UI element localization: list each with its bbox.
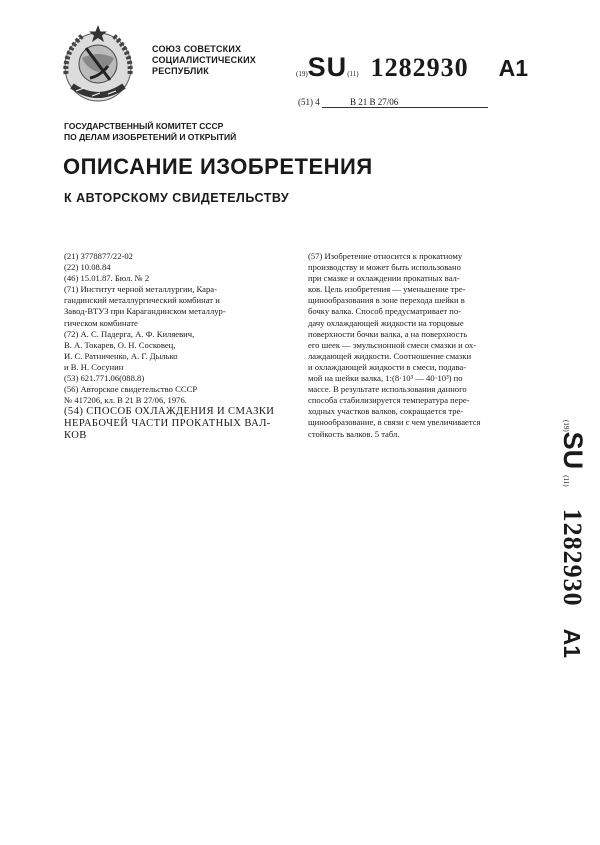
abstract-line: дачу охлаждающей жидкости на торцовые: [308, 317, 464, 328]
document-title: ОПИСАНИЕ ИЗОБРЕТЕНИЯ: [63, 154, 373, 179]
ussr-emblem-icon: [56, 22, 140, 106]
publication-number: [296, 52, 528, 86]
biblio-line: В. А. Токарев, О. Н. Сосковец,: [64, 339, 176, 350]
committee-name: [64, 121, 236, 143]
abstract-line: мой на шейки валка, 1:(8·10³ — 40·10³) по: [308, 373, 463, 384]
side-publication-stamp: [528, 420, 592, 710]
side-inid-19: (19): [562, 420, 570, 432]
committee-line: ПО ДЕЛАМ ИЗОБРЕТЕНИЙ И ОТКРЫТИЙ: [64, 132, 237, 142]
abstract: [308, 251, 532, 440]
abstract-line: способа стабилизируется температура пере-: [308, 395, 470, 406]
biblio-line: И. С. Ратниченко, А. Г. Дылько: [64, 350, 178, 361]
inid-51: (51) 4: [298, 97, 320, 107]
abstract-line: производству и может быть использовано: [308, 262, 461, 273]
abstract-line: ходных участков валков, сокращается тре-: [308, 406, 464, 417]
abstract-line: его шеек — эмульсионной смеси смазки и ох-: [308, 339, 477, 350]
union-line: СОЮЗ СОВЕТСКИХ: [152, 44, 242, 54]
inid-11: (11): [347, 70, 359, 78]
abstract-line: щинообразование, в связи с чем увеличивается: [308, 417, 481, 428]
invention-title-line: (54) СПОСОБ ОХЛАЖДЕНИЯ И СМАЗКИ: [64, 406, 275, 418]
union-line: РЕСПУБЛИК: [152, 66, 209, 76]
ipc-classification: [298, 97, 488, 108]
document-subtitle: К АВТОРСКОМУ СВИДЕТЕЛЬСТВУ: [64, 191, 290, 205]
committee-line: ГОСУДАРСТВЕННЫЙ КОМИТЕТ СССР: [64, 121, 224, 131]
biblio-line: (53) 621.771.06(088.8): [64, 373, 145, 384]
abstract-line: ков. Цель изобретения — уменьшение тре-: [308, 284, 466, 295]
country-code: SU: [307, 52, 348, 82]
biblio-line: (72) А. С. Падерга, А. Ф. Киляевич,: [64, 328, 195, 339]
invention-title-line: КОВ: [64, 430, 87, 442]
side-inid-11: (11): [562, 475, 570, 487]
abstract-line: лаждающей жидкости. Соотношение смазки: [308, 350, 472, 361]
biblio-line: (56) Авторское свидетельство СССР: [64, 384, 198, 395]
abstract-line: массе. В результате использования данного: [308, 384, 467, 395]
abstract-line: щинообразования в зоне перехода шейки в: [308, 295, 465, 306]
abstract-line: при смазке и охлаждении прокатных вал-: [308, 273, 460, 284]
union-line: СОЦИАЛИСТИЧЕСКИХ: [152, 55, 256, 65]
biblio-line: (46) 15.01.87. Бюл. № 2: [64, 273, 150, 284]
biblio-line: Завод-ВТУЗ при Карагандинском металлур-: [64, 306, 226, 317]
abstract-line: бочку валка. Способ предусматривает по-: [308, 306, 462, 317]
biblio-line: (22) 10.08.84: [64, 262, 111, 273]
inid-19: (19): [296, 70, 308, 78]
side-patent-number: 1282930: [558, 508, 587, 607]
abstract-line: (57) Изобретение относится к прокатному: [308, 251, 463, 261]
side-country-code: SU: [558, 431, 588, 470]
abstract-line: стойкость валков. 5 табл.: [308, 428, 400, 439]
biblio-line: гическом комбинате: [64, 317, 138, 328]
abstract-line: поверхности бочки валка, а на поверхность: [308, 328, 468, 339]
biblio-line: (21) 3778877/22-02: [64, 251, 133, 261]
biblio-line: (71) Институт черной металлургии, Кара-: [64, 284, 217, 295]
abstract-line: и охлаждающей жидкости в смеси, подава-: [308, 361, 467, 372]
patent-number: 1282930: [370, 53, 469, 82]
side-kind-code: A1: [559, 628, 585, 658]
union-name: [152, 44, 256, 77]
ipc-code: В 21 В 27/06: [322, 97, 488, 108]
biblio-line: гандинский металлургический комбинат и: [64, 295, 220, 306]
invention-title-line: НЕРАБОЧЕЙ ЧАСТИ ПРОКАТНЫХ ВАЛ-: [64, 418, 271, 430]
kind-code: A1: [498, 55, 528, 81]
bibliographic-data: [64, 251, 274, 442]
biblio-line: и В. Н. Сосунин: [64, 361, 124, 372]
biblio-line: № 417206, кл. В 21 В 27/06, 1976.: [64, 395, 187, 406]
